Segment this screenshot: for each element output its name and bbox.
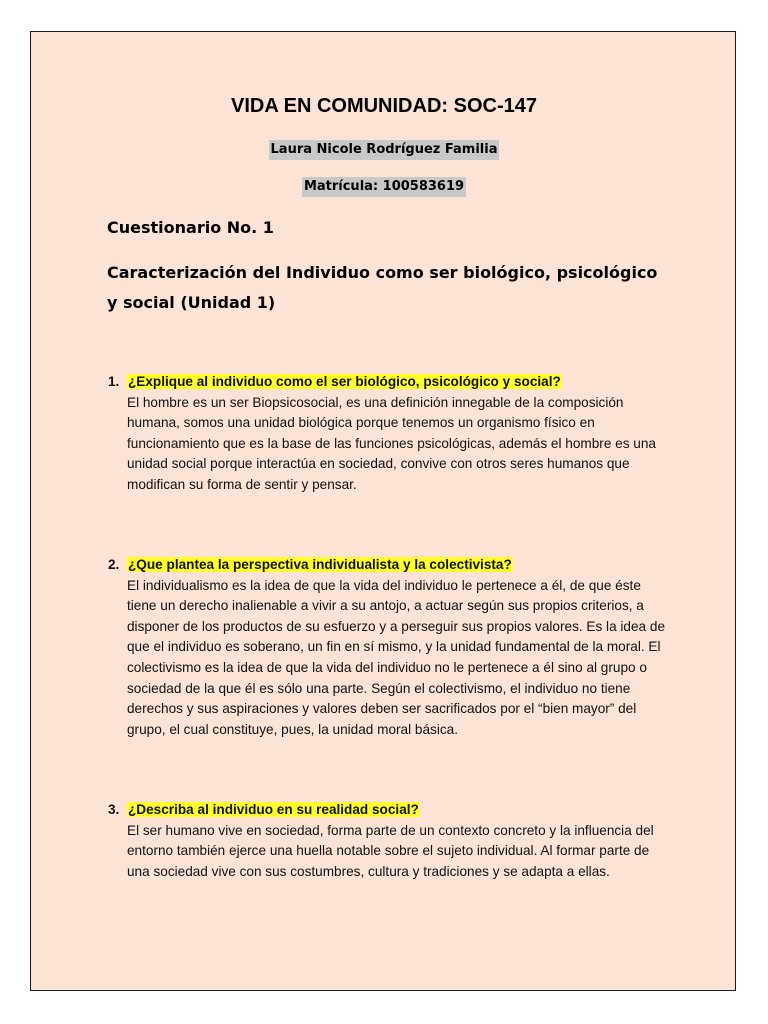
answer-text-1: El hombre es un ser Biopsicosocial, es una definición innegable de la composición humana, somos una unidad biológica porque tenemos un organismo físico en funcionamiento que es la base de las funciones psicológicas, además el hombre es una unidad social porque interactúa en sociedad, convive con otros seres humanos que modifican su forma de sentir y pensar. (127, 394, 656, 492)
answer-text-3: El ser humano vive en sociedad, forma parte de un contexto concreto y la influencia del entorno también ejerce una huella notable sobre el sujeto individual. Al formar parte de una sociedad vive con sus costumbres, cultura y tradiciones y se adapta a ellas. (127, 822, 654, 879)
unit-title: Caracterización del Individuo como ser biológico, psicológico y social (Unidad 1) (107, 263, 658, 312)
answer-text-2: El individualismo es la idea de que la vida del individuo le pertenece a él, de que éste tiene un derecho inalienable a vivir a su antojo, a actuar según sus propios criterios, a disponer de los productos de su esfuerzo y a perseguir sus propios valores. Es la idea de que el individuo es soberano, un fin en sí mismo, y la unidad fundamental de la moral. El colectivismo es la idea de que la vida del individuo no le pertenece a él sino al grupo o sociedad de la que él es sólo una parte. Según el colectivismo, el individuo no tiene derechos y sus aspiraciones y valores deben ser sacrificados por el “bien mayor” del grupo, el cual constituye, pues, la unidad moral básica. (127, 577, 666, 737)
question-number-1: 1. (108, 374, 120, 389)
question-text-1: ¿Explique al individuo como el ser biológico, psicológico y social? (128, 374, 561, 389)
question-text-2: ¿Que plantea la perspectiva individualista y la colectivista? (128, 557, 512, 572)
student-name: Laura Nicole Rodríguez Familia (269, 140, 500, 160)
question-number-3: 3. (108, 802, 120, 817)
document-title: VIDA EN COMUNIDAD: SOC-147 (231, 95, 537, 117)
question-block-3 (108, 800, 667, 882)
document-page (30, 31, 736, 991)
question-heading-3 (108, 800, 667, 821)
question-heading-2 (108, 555, 667, 576)
student-matricula: Matrícula: 100583619 (302, 177, 466, 197)
questionnaire-heading: Cuestionario No. 1 (107, 218, 274, 237)
student-name-line (31, 142, 737, 157)
matricula-line (31, 179, 737, 194)
question-number-2: 2. (108, 557, 120, 572)
question-block-1 (108, 372, 667, 496)
question-text-3: ¿Describa al individuo en su realidad social? (128, 802, 419, 817)
question-block-2 (108, 555, 667, 740)
question-heading-1 (108, 372, 667, 393)
